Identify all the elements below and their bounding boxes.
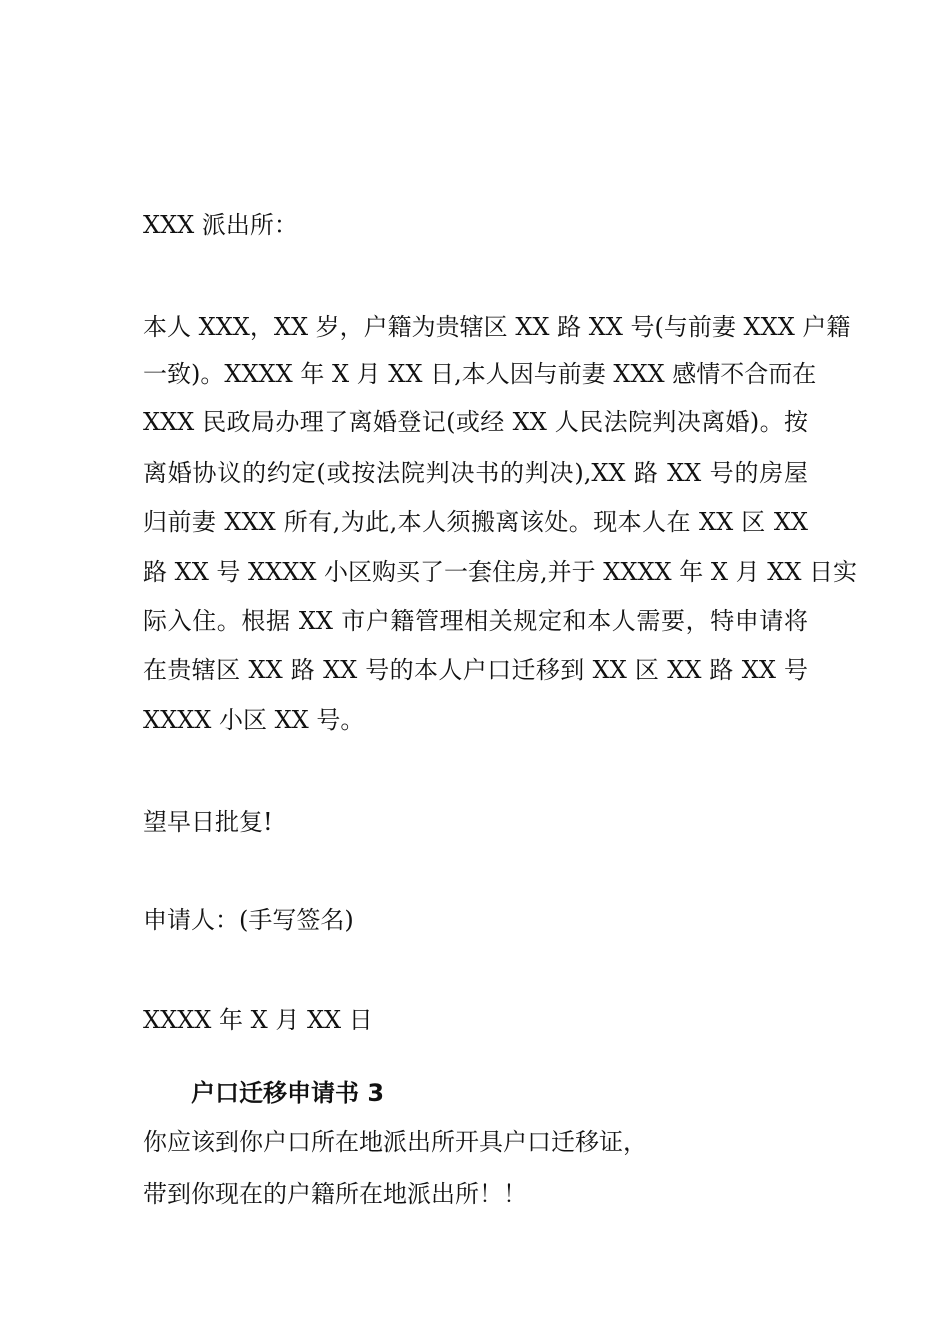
- body-line-1: 本人 XXX，XX 岁，户籍为贵辖区 XX 路 XX 号(与前妻 XXX 户籍: [143, 313, 851, 341]
- body-line-4: 离婚协议的约定(或按法院判决书的判决),XX 路 XX 号的房屋: [143, 459, 808, 487]
- section-line-1: 你应该到你户口所在地派出所开具户口迁移证，: [143, 1128, 647, 1156]
- body-line-6: 路 XX 号 XXXX 小区购买了一套住房,并于 XXXX 年 X 月 XX 日实: [143, 558, 858, 586]
- section-heading: 户口迁移申请书 3: [191, 1079, 385, 1107]
- body-line-2: 一致)。XXXX 年 X 月 XX 日,本人因与前妻 XXX 感情不合而在: [143, 360, 817, 388]
- closing-line: 望早日批复!: [143, 808, 273, 836]
- body-line-8: 在贵辖区 XX 路 XX 号的本人户口迁移到 XX 区 XX 路 XX 号: [143, 656, 808, 684]
- date-line: XXXX 年 X 月 XX 日: [143, 1006, 373, 1034]
- salutation: XXX 派出所：: [143, 211, 298, 239]
- body-line-9: XXXX 小区 XX 号。: [143, 706, 365, 734]
- applicant-signature-line: 申请人：(手写签名): [143, 906, 354, 934]
- body-line-3: XXX 民政局办理了离婚登记(或经 XX 人民法院判决离婚)。按: [143, 408, 808, 436]
- body-line-7: 际入住。根据 XX 市户籍管理相关规定和本人需要，特申请将: [143, 607, 808, 635]
- section-line-2: 带到你现在的户籍所在地派出所！！: [143, 1180, 527, 1208]
- body-line-5: 归前妻 XXX 所有,为此,本人须搬离该处。现本人在 XX 区 XX: [143, 508, 808, 536]
